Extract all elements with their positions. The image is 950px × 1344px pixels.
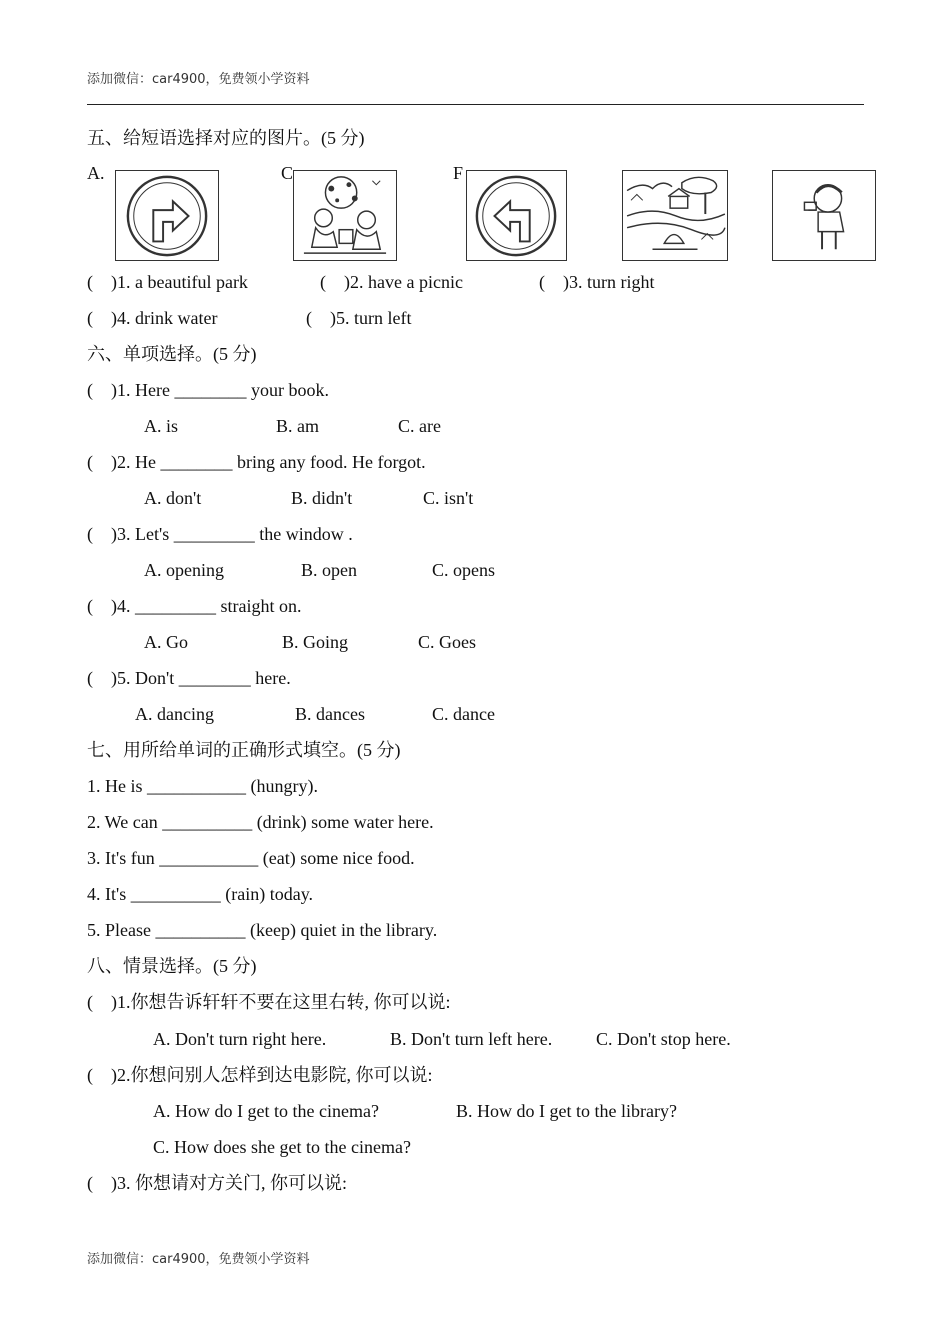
drink-water-icon [773, 171, 875, 260]
s6-question-3: ( )3. Let's _________ the window . [87, 524, 353, 544]
s7-item-1: 1. He is ___________ (hungry). [87, 776, 318, 796]
s5-item-2: ( )2. have a picnic [320, 272, 463, 292]
s8-q1-option-c: C. Don't stop here. [596, 1029, 731, 1049]
pic-label-a: A. [87, 163, 105, 183]
section6-title: 六、单项选择。(5 分) [87, 344, 257, 364]
s6-q4-option-c: C. Goes [418, 632, 476, 652]
s6-q3-option-c: C. opens [432, 560, 495, 580]
turn-right-sign-icon [116, 171, 218, 260]
s6-q2-option-c: C. isn't [423, 488, 474, 508]
section7-title: 七、用所给单词的正确形式填空。(5 分) [87, 740, 401, 760]
s6-q3-option-b: B. open [301, 560, 357, 580]
turn-right-sign-picture [115, 170, 219, 261]
s5-item-3: ( )3. turn right [539, 272, 655, 292]
s5-item-1: ( )1. a beautiful park [87, 272, 248, 292]
s6-q4-option-a: A. Go [144, 632, 188, 652]
turn-left-sign-picture [466, 170, 567, 261]
page-header: 添加微信：car4900，免费领小学资料 [87, 72, 310, 87]
s6-q1-option-a: A. is [144, 416, 179, 436]
s8-question-3: ( )3. 你想请对方关门, 你可以说: [87, 1173, 347, 1193]
s7-item-2: 2. We can __________ (drink) some water here. [87, 812, 434, 832]
section5-title: 五、给短语选择对应的图片。(5 分) [87, 128, 365, 148]
s8-q2-option-c: C. How does she get to the cinema? [153, 1137, 411, 1157]
s6-question-2: ( )2. He ________ bring any food. He forgot. [87, 452, 426, 472]
s5-item-5: ( )5. turn left [306, 308, 412, 328]
s6-q1-option-c: C. are [398, 416, 441, 436]
s6-question-5: ( )5. Don't ________ here. [87, 668, 291, 688]
s6-q4-option-b: B. Going [282, 632, 349, 652]
s6-q5-option-a: A. dancing [135, 704, 214, 724]
picnic-icon [294, 171, 396, 260]
s5-item-4: ( )4. drink water [87, 308, 218, 328]
pic-label-c: C [281, 163, 294, 183]
s6-question-1: ( )1. Here ________ your book. [87, 380, 329, 400]
turn-left-sign-icon [467, 171, 566, 260]
s8-q2-option-b: B. How do I get to the library? [456, 1101, 677, 1121]
s8-question-2: ( )2.你想问别人怎样到达电影院, 你可以说: [87, 1065, 433, 1085]
s8-q1-option-b: B. Don't turn left here. [390, 1029, 553, 1049]
s6-q3-option-a: A. opening [144, 560, 224, 580]
s8-question-1: ( )1.你想告诉轩轩不要在这里右转, 你可以说: [87, 992, 451, 1012]
park-icon [623, 171, 727, 260]
s6-q5-option-b: B. dances [295, 704, 365, 724]
pic-label-f: F [453, 163, 464, 183]
s6-q1-option-b: B. am [276, 416, 319, 436]
s6-q5-option-c: C. dance [432, 704, 495, 724]
s7-item-5: 5. Please __________ (keep) quiet in the library. [87, 920, 438, 940]
s6-q2-option-b: B. didn't [291, 488, 353, 508]
s7-item-3: 3. It's fun ___________ (eat) some nice food. [87, 848, 415, 868]
s6-question-4: ( )4. _________ straight on. [87, 596, 302, 616]
s8-q1-option-a: A. Don't turn right here. [153, 1029, 327, 1049]
park-picture [622, 170, 728, 261]
s7-item-4: 4. It's __________ (rain) today. [87, 884, 314, 904]
section8-title: 八、情景选择。(5 分) [87, 956, 257, 976]
drink-water-picture [772, 170, 876, 261]
picnic-picture [293, 170, 397, 261]
page-footer: 添加微信：car4900，免费领小学资料 [87, 1252, 310, 1267]
s6-q2-option-a: A. don't [144, 488, 202, 508]
s8-q2-option-a: A. How do I get to the cinema? [153, 1101, 379, 1121]
header-rule [87, 104, 864, 105]
